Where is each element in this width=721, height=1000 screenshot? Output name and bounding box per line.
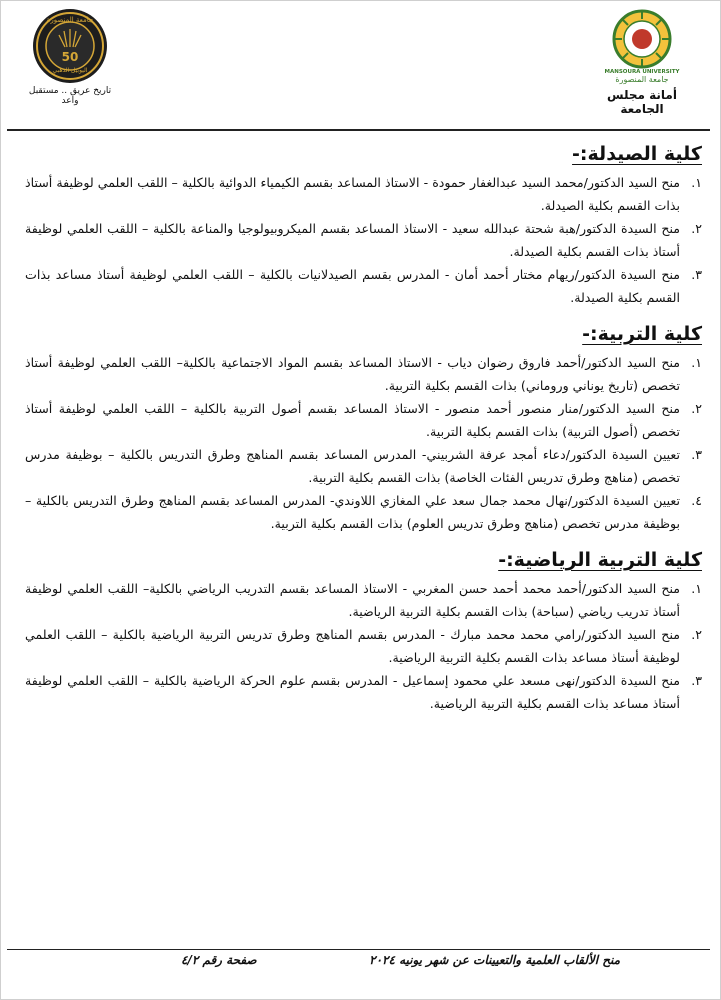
item-text: تعيين السيدة الدكتور/دعاء أمجد عرفة الشربيني- المدرس المساعد بقسم المناهج وطرق التدريس بالكلية – بوظيفة مدرس تخصص (مناهج وطرق تدريس الفئات الخاصة) بذات القسم بكلية التربية. bbox=[25, 447, 680, 485]
list-item bbox=[25, 623, 702, 669]
item-text: منح السيد الدكتور/أحمد فاروق رضوان دياب - الاستاذ المساعد بقسم المواد الاجتماعية بالكلية– اللقب العلمي لوظيفة أستاذ تخصص (تاريخ يوناني وروماني) بذات القسم بكلية التربية. bbox=[25, 355, 680, 393]
section-title: كلية الصيدلة:- bbox=[572, 143, 702, 165]
section-education bbox=[25, 323, 702, 535]
item-number: ٢. bbox=[691, 221, 702, 236]
anniversary-title: جامعة المنصورة bbox=[46, 16, 94, 24]
list-item bbox=[25, 397, 702, 443]
item-number: ٢. bbox=[691, 401, 702, 416]
item-text: منح السيدة الدكتور/هبة شحتة عبدالله سعيد - الاستاذ المساعد بقسم الميكروبيولوجيا والمناعة بالكلية – اللقب العلمي لوظيفة أستاذ بذات القسم بكلية الصيدلة. bbox=[25, 221, 680, 259]
item-number: ٤. bbox=[691, 493, 702, 508]
item-number: ١. bbox=[691, 581, 702, 596]
list-item bbox=[25, 263, 702, 309]
section-title: كلية التربية:- bbox=[582, 323, 702, 345]
university-emblem-icon bbox=[612, 9, 672, 69]
header-divider bbox=[7, 129, 710, 131]
item-number: ٣. bbox=[691, 673, 702, 688]
list-item bbox=[25, 351, 702, 397]
list-item bbox=[25, 217, 702, 263]
anniversary-number: 50 bbox=[61, 50, 79, 64]
item-text: منح السيدة الدكتور/ريهام مختار أحمد أمان - المدرس بقسم الصيدلانيات بالكلية – اللقب العلمي لوظيفة أستاذ مساعد بذات القسم بكلية الصيدلة. bbox=[25, 267, 680, 305]
anniversary-subtitle: اليوبيل الذهبي bbox=[52, 67, 88, 74]
page-footer bbox=[181, 953, 620, 967]
anniversary-slogan: تاريخ عريق .. مستقبل واعد bbox=[28, 86, 112, 106]
item-text: منح السيد الدكتور/محمد السيد عبدالغفار حمودة - الاستاذ المساعد بقسم الكيمياء الدوائية بالكلية – اللقب العلمي لوظيفة أستاذ بذات القسم بكلية الصيدلة. bbox=[25, 175, 680, 213]
item-number: ٢. bbox=[691, 627, 702, 642]
list-item bbox=[25, 443, 702, 489]
univ-name-ar: جامعة المنصورة bbox=[615, 75, 669, 84]
item-text: منح السيد الدكتور/رامي محمد محمد مبارك - المدرس بقسم المناهج وطرق تدريس التربية الرياضية بالكلية – اللقب العلمي لوظيفة أستاذ مساعد بذات القسم بكلية التربية الرياضية. bbox=[25, 627, 680, 665]
list-item bbox=[25, 577, 702, 623]
item-number: ٣. bbox=[691, 447, 702, 462]
item-text: منح السيد الدكتور/منار منصور أحمد منصور - الاستاذ المساعد بقسم أصول التربية بالكلية – اللقب العلمي لوظيفة أستاذ تخصص (أصول التربية) بذات القسم بكلية التربية. bbox=[25, 401, 680, 439]
section-physical-education bbox=[25, 549, 702, 715]
item-number: ١. bbox=[691, 175, 702, 190]
anniversary-emblem-icon bbox=[31, 7, 109, 85]
page-number: صفحة رقم ٤/٢ bbox=[181, 953, 257, 967]
decisions-content bbox=[25, 139, 702, 729]
footer-divider bbox=[7, 949, 710, 950]
list-item bbox=[25, 669, 702, 715]
council-label: أمانة مجلس الجامعة bbox=[607, 88, 677, 116]
list-item bbox=[25, 489, 702, 535]
item-text: منح السيدة الدكتور/نهى مسعد علي محمود إسماعيل - المدرس بقسم علوم الحركة الرياضية بالكلية – اللقب العلمي لوظيفة أستاذ مساعد بذات القسم بكلية التربية الرياضية. bbox=[25, 673, 680, 711]
item-number: ٣. bbox=[691, 267, 702, 282]
anniversary-logo bbox=[27, 7, 113, 106]
university-logo bbox=[592, 9, 692, 116]
footer-title: منح الألقاب العلمية والتعيينات عن شهر يونيه ٢٠٢٤ bbox=[369, 953, 620, 967]
section-pharmacy bbox=[25, 143, 702, 309]
list-item bbox=[25, 171, 702, 217]
item-text: تعيين السيدة الدكتور/نهال محمد جمال سعد علي المغازي اللاوندي- المدرس المساعد بقسم المناهج وطرق التدريس بالكلية – بوظيفة مدرس تخصص (مناهج وطرق تدريس العلوم) بذات القسم بكلية التربية. bbox=[25, 493, 680, 531]
item-number: ١. bbox=[691, 355, 702, 370]
item-text: منح السيد الدكتور/أحمد محمد أحمد حسن المغربي - الاستاذ المساعد بقسم التدريب الرياضي بالكلية– اللقب العلمي لوظيفة أستاذ تدريب رياضي (سباحة) بذات القسم بكلية التربية الرياضية. bbox=[25, 581, 680, 619]
section-title: كلية التربية الرياضية:- bbox=[498, 549, 702, 571]
univ-name-en: MANSOURA UNIVERSITY bbox=[604, 69, 680, 75]
